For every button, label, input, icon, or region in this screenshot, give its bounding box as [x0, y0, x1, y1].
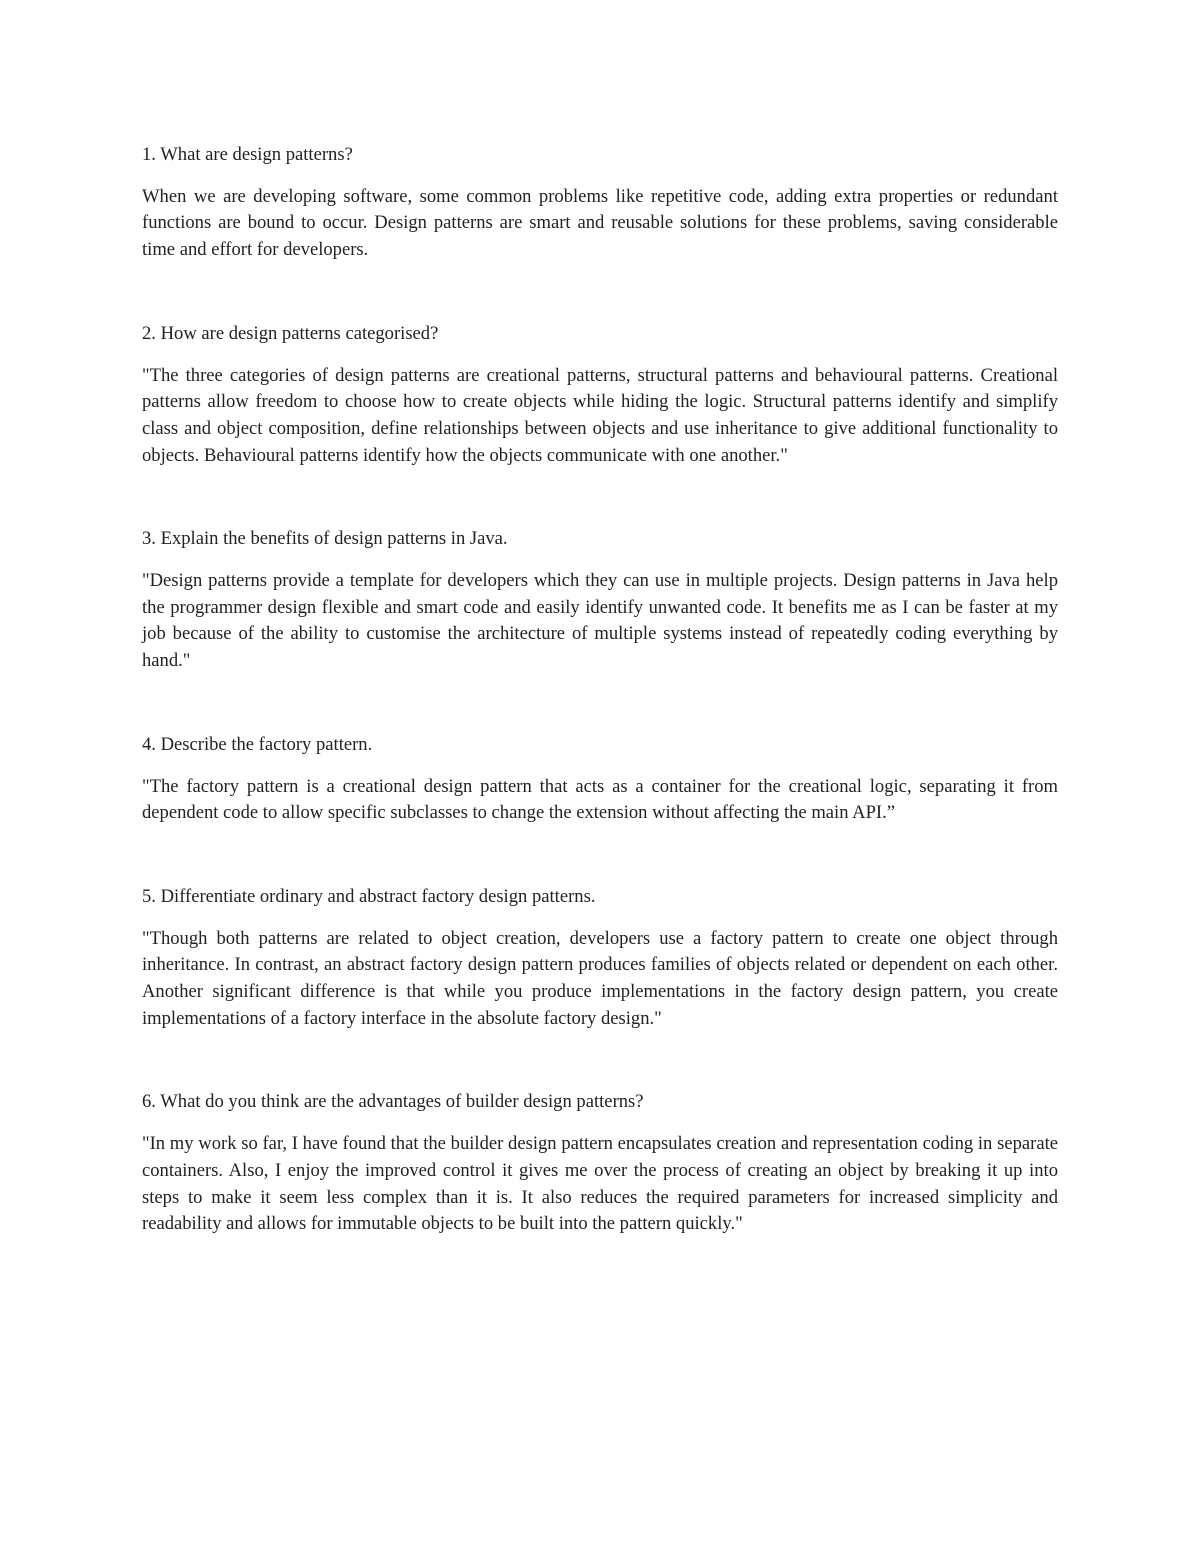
qa-item-4 — [142, 732, 1058, 827]
answer-paragraph: "Though both patterns are related to object creation, developers use a factory pattern to create one object through inheritance. In contrast, an abstract factory design pattern produces families of objects related or dependent on each other. Another significant difference is that while you produce implementations in the factory design pattern, you create implementations of a factory interface in the absolute factory design." — [142, 927, 1058, 1029]
answer-paragraph: When we are developing software, some common problems like repetitive code, adding extra properties or redundant functions are bound to occur. Design patterns are smart and reusable solutions for these problems, saving considerable time and effort for developers. — [142, 185, 1058, 261]
question-heading: 5. Differentiate ordinary and abstract factory design patterns. — [142, 885, 596, 907]
qa-item-1 — [142, 142, 1058, 264]
qa-item-2 — [142, 321, 1058, 470]
qa-item-5 — [142, 884, 1058, 1033]
question-heading: 6. What do you think are the advantages of builder design patterns? — [142, 1091, 644, 1113]
question-heading: 2. How are design patterns categorised? — [142, 322, 439, 344]
qa-item-6 — [142, 1089, 1058, 1238]
answer-paragraph: "The three categories of design patterns are creational patterns, structural patterns and behavioural patterns. Creational patterns allow freedom to choose how to create objects while hiding the logic. Structural patterns identify and simplify class and object composition, define relationships between objects and use inheritance to give additional functionality to objects. Behavioural patterns identify how the objects communicate with one another." — [142, 364, 1058, 466]
answer-paragraph: "The factory pattern is a creational design pattern that acts as a container for the creational logic, separating it from dependent code to allow specific subclasses to change the extension without affecting the main API.” — [142, 775, 1058, 824]
qa-item-3 — [142, 526, 1058, 675]
question-heading: 4. Describe the factory pattern. — [142, 733, 373, 755]
document-body — [142, 142, 1058, 1238]
question-heading: 1. What are design patterns? — [142, 144, 353, 165]
answer-paragraph: "Design patterns provide a template for developers which they can use in multiple projects. Design patterns in Java help the programmer design flexible and smart code and easily identify unwanted code. It benefits me as I can be faster at my job because of the ability to customise the architecture of multiple systems instead of repeatedly coding everything by hand." — [142, 570, 1058, 672]
answer-paragraph: "In my work so far, I have found that the builder design pattern encapsulates creation and representation coding in separate containers. Also, I enjoy the improved control it gives me over the process of creating an object by breaking it up into steps to make it seem less complex than it is. It also reduces the required parameters for increased simplicity and readability and allows for immutable objects to be built into the pattern quickly." — [142, 1133, 1058, 1235]
question-heading: 3. Explain the benefits of design patterns in Java. — [142, 528, 508, 550]
